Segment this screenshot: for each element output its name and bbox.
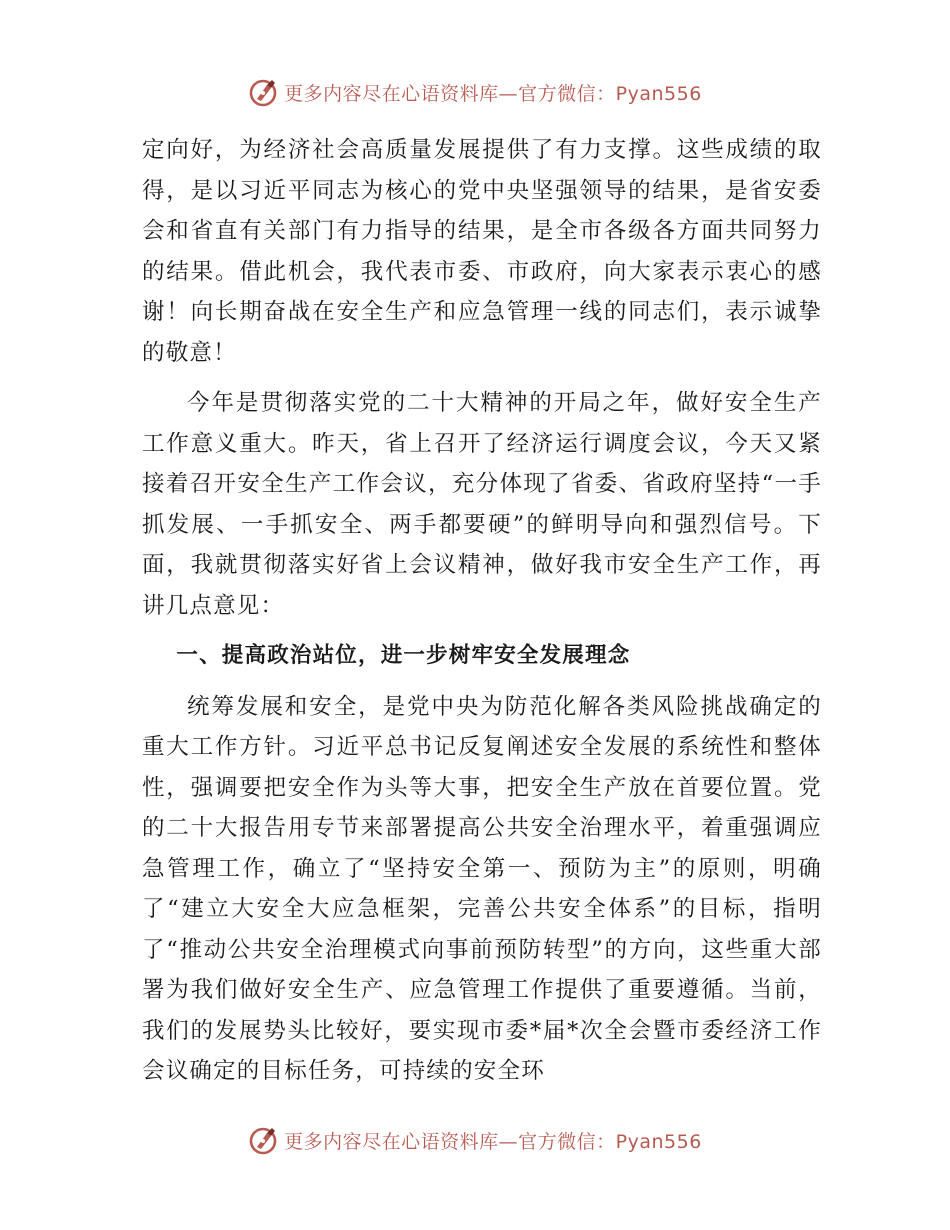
paragraph: 今年是贯彻落实党的二十大精神的开局之年，做好安全生产工作意义重大。昨天，省上召开了经济运行调度会议，今天又紧接着召开安全生产工作会议，充分体现了省委、省政府坚持“一手抓发展、一手抓安全、两手都要硬”的鲜明导向和强烈信号。下面，我就贯彻落实好省上会议精神，做好我市安全生产工作，再讲几点意见： xyxy=(142,390,822,619)
footer-banner-text: 更多内容尽在心语资料库—官方微信：Pyan556 xyxy=(284,1130,702,1153)
footer-wechat-id: Pyan556 xyxy=(615,1130,702,1153)
pen-nib-circle-icon xyxy=(248,1125,278,1155)
paragraph: 统筹发展和安全，是党中央为防范化解各类风险挑战确定的重大工作方针。习近平总书记反复阐述安全发展的系统性和整体性，强调要把安全作为头等大事，把安全生产放在首要位置。党的二十大报告用专节来部署提高公共安全治理水平，着重强调应急管理工作，确立了“坚持安全第一、预防为主”的原则，明确了“建立大安全大应急框架，完善公共安全体系”的目标，指明了“推动公共安全治理模式向事前预防转型”的方向，这些重大部署为我们做好安全生产、应急管理工作提供了重要遵循。当前，我们的发展势头比较好，要实现市委*届*次全会暨市委经济工作会议确定的目标任务，可持续的安全环 xyxy=(142,693,822,1084)
header-banner-text: 更多内容尽在心语资料库—官方微信：Pyan556 xyxy=(284,82,702,105)
footer-banner xyxy=(0,1120,950,1160)
header-wechat-id: Pyan556 xyxy=(615,82,702,105)
paragraph: 定向好，为经济社会高质量发展提供了有力支撑。这些成绩的取得，是以习近平同志为核心的党中央坚强领导的结果，是省安委会和省直有关部门有力指导的结果，是全市各级各方面共同努力的结果。借此机会，我代表市委、市政府，向大家表示衷心的感谢！向长期奋战在安全生产和应急管理一线的同志们，表示诚挚的敬意！ xyxy=(142,137,822,366)
header-banner xyxy=(0,72,950,112)
pen-nib-circle-icon xyxy=(248,77,278,107)
section-heading: 一、提高政治站位，进一步树牢安全发展理念 xyxy=(176,643,631,668)
document-body xyxy=(142,130,822,1092)
